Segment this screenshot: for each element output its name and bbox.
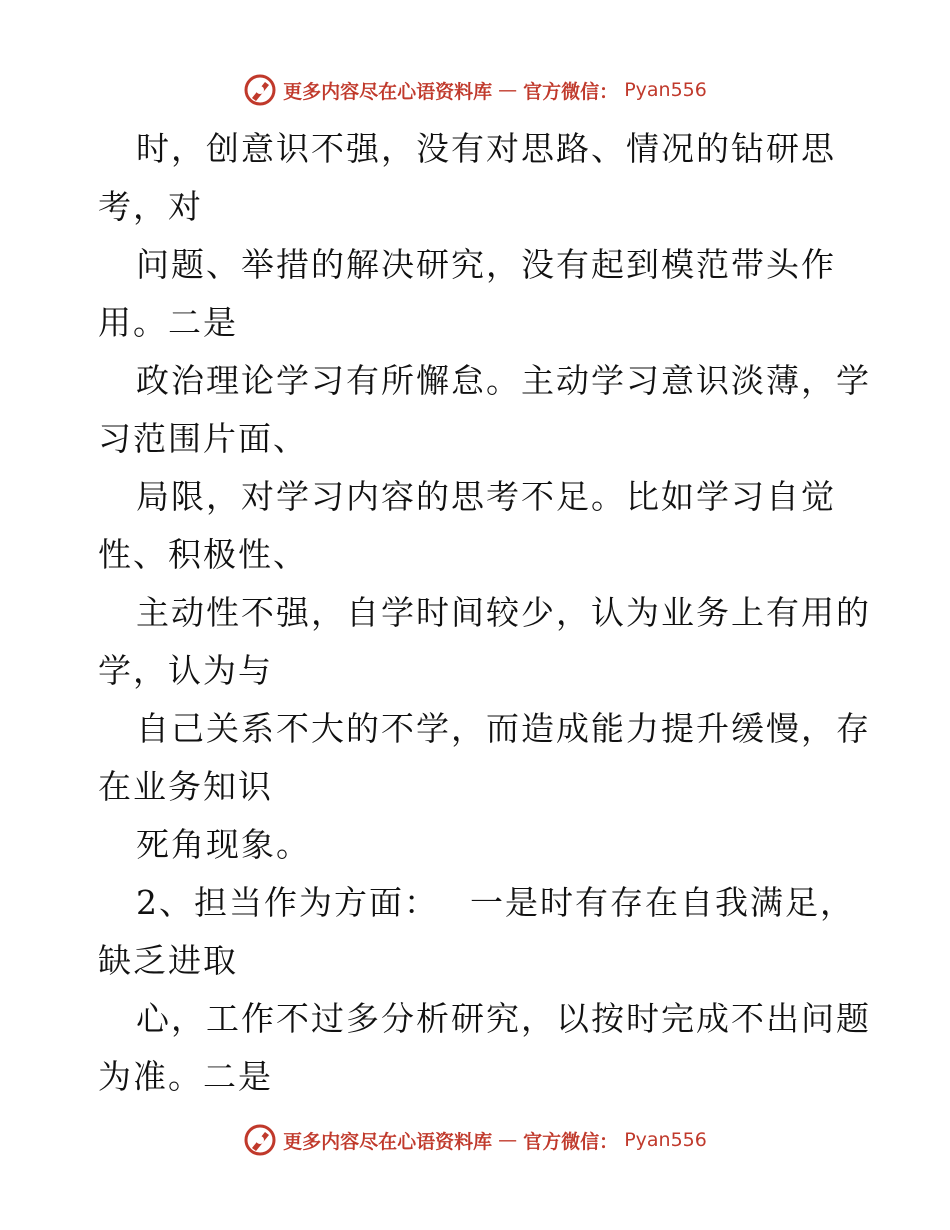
body-line: 学，认为与 [98, 651, 273, 690]
watermark-brand: 更多内容尽在心语资料库 [283, 1130, 493, 1153]
body-line: 在业务知识 [98, 767, 273, 806]
footer-watermark [0, 1120, 950, 1160]
body-line: 问题、举措的解决研究，没有起到模范带头作 [136, 245, 836, 284]
body-line: 性、积极性、 [98, 535, 308, 574]
body-line: 2、担当作为方面： 一是时有存在自我满足， [136, 883, 855, 922]
body-line: 考，对 [98, 187, 203, 226]
body-line: 局限，对学习内容的思考不足。比如学习自觉 [136, 477, 836, 516]
watermark-brand: 更多内容尽在心语资料库 [283, 80, 493, 103]
body-line: 自己关系不大的不学，而造成能力提升缓慢，存 [136, 709, 871, 748]
watermark-dash: — [498, 1129, 518, 1151]
header-watermark [0, 70, 950, 110]
body-line: 时，创意识不强，没有对思路、情况的钻研思 [136, 129, 836, 168]
body-line: 缺乏进取 [98, 941, 238, 980]
body-line: 死角现象。 [136, 825, 311, 864]
body-line: 为准。二是 [98, 1057, 273, 1096]
body-line: 用。二是 [98, 303, 238, 342]
body-line: 主动性不强，自学时间较少，认为业务上有用的 [136, 593, 871, 632]
watermark-wechat-id: Pyan556 [624, 79, 707, 101]
pen-logo-icon [243, 1123, 277, 1157]
watermark-official: 官方微信： [523, 1130, 619, 1153]
document-body [98, 120, 871, 1106]
watermark-wechat-id: Pyan556 [624, 1129, 707, 1151]
body-line: 习范围片面、 [98, 419, 308, 458]
body-line: 政治理论学习有所懈怠。主动学习意识淡薄，学 [136, 361, 871, 400]
watermark-dash: — [498, 79, 518, 101]
body-line: 心，工作不过多分析研究，以按时完成不出问题 [136, 999, 871, 1038]
pen-logo-icon [243, 73, 277, 107]
watermark-official: 官方微信： [523, 80, 619, 103]
